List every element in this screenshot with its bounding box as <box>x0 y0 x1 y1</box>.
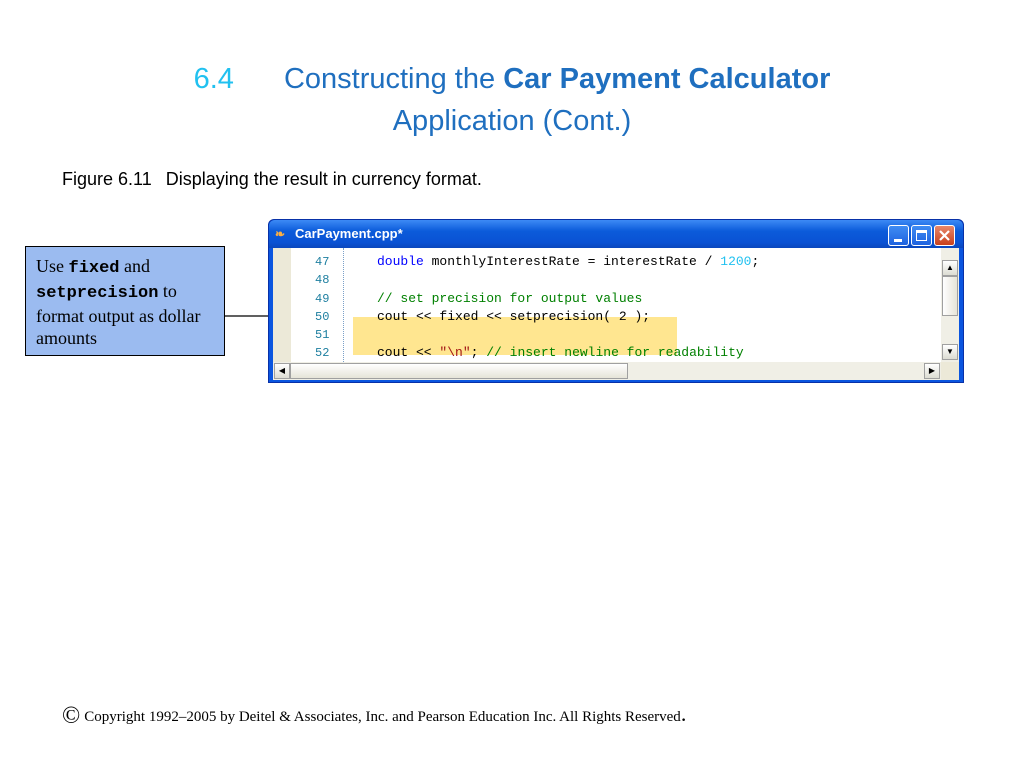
code-area[interactable] <box>291 248 941 362</box>
code-line <box>291 290 941 308</box>
scroll-right-button[interactable]: ▶ <box>924 363 940 379</box>
scrollbar-corner <box>941 362 959 380</box>
close-button[interactable] <box>934 225 955 246</box>
code-token: ; <box>751 254 760 269</box>
code-token: // insert newline for readability <box>486 345 744 360</box>
title-bold: Car Payment Calculator <box>503 63 831 95</box>
editor-window <box>268 219 964 383</box>
vertical-scroll-thumb[interactable] <box>942 276 958 316</box>
code-text <box>377 344 744 362</box>
editor-gutter <box>273 248 291 362</box>
code-line <box>291 253 941 271</box>
figure-text: Displaying the result in currency format. <box>165 169 482 189</box>
line-number: 51 <box>315 328 330 342</box>
scroll-left-button[interactable]: ◀ <box>274 363 290 379</box>
code-token: ; <box>470 345 487 360</box>
code-token: // set precision for output values <box>377 291 643 306</box>
close-icon <box>935 226 954 245</box>
code-line <box>291 326 941 344</box>
title-prefix: Constructing the <box>283 63 504 95</box>
code-line <box>291 271 941 289</box>
minimize-icon <box>894 239 902 242</box>
copyright-footer <box>62 701 686 730</box>
window-title: CarPayment.cpp* <box>295 226 403 241</box>
copyright-symbol: © <box>62 703 81 729</box>
horizontal-scrollbar[interactable] <box>273 362 941 380</box>
code-token: monthlyInterestRate = interestRate / <box>423 254 721 269</box>
code-text <box>377 308 650 326</box>
code-token: 1200 <box>720 254 752 269</box>
callout-code-fixed: fixed <box>68 259 120 278</box>
code-token: cout << fixed << setprecision( 2 ); <box>377 309 651 324</box>
title-number: 6.4 <box>193 63 234 95</box>
figure-number: Figure 6.11 <box>62 169 152 189</box>
code-text <box>377 290 642 308</box>
callout-code-setprecision: setprecision <box>36 284 159 303</box>
code-text <box>377 253 759 271</box>
minimize-button[interactable] <box>888 225 909 246</box>
maximize-icon <box>916 230 927 241</box>
copyright-text: Copyright 1992–2005 by Deitel & Associates, Inc. and Pearson Education Inc. All Rights Reserved <box>84 709 681 725</box>
callout-text-1: Use <box>36 256 69 276</box>
scroll-down-button[interactable]: ▼ <box>942 344 958 360</box>
copyright-period: . <box>680 701 687 726</box>
maximize-button[interactable] <box>911 225 932 246</box>
line-number: 47 <box>315 255 330 269</box>
code-token: double <box>377 254 424 269</box>
title-line-2: Application (Cont.) <box>392 105 632 137</box>
line-number: 52 <box>315 346 330 360</box>
window-titlebar[interactable] <box>269 220 963 248</box>
source-file-icon: ❧ <box>275 227 286 241</box>
callout-text-2: and <box>119 256 151 276</box>
line-number: 49 <box>315 292 330 306</box>
code-editor[interactable] <box>273 248 959 380</box>
scroll-up-button[interactable]: ▲ <box>942 260 958 276</box>
vertical-scrollbar[interactable] <box>941 248 959 362</box>
code-line <box>291 344 941 362</box>
code-line <box>291 308 941 326</box>
callout-text-3: to format output as dollar amounts <box>36 281 201 348</box>
code-token: cout << <box>377 345 440 360</box>
line-number: 50 <box>315 310 330 324</box>
code-token: "\n" <box>439 345 471 360</box>
horizontal-scroll-thumb[interactable] <box>290 363 628 379</box>
line-number: 48 <box>315 273 330 287</box>
